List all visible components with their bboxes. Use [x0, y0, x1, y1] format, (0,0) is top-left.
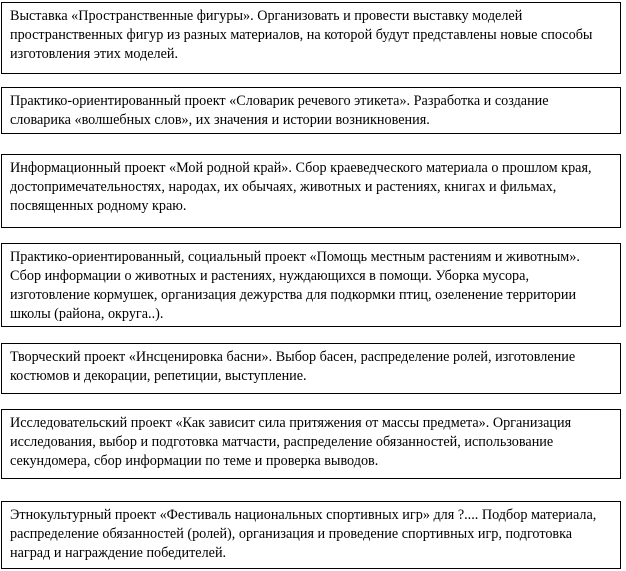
project-box-etiquette-dictionary — [1, 87, 621, 134]
project-box-exhibition — [1, 2, 621, 74]
project-text: Исследовательский проект «Как зависит сила притяжения от массы предмета». Организация исследования, выбор и подготовка матчасти, распределение обязанностей, использование секундомера, сбор информации по теме и проверка выводов. — [10, 415, 572, 469]
project-text: Выставка «Пространственные фигуры». Организовать и провести выставку моделей пространственных фигур из разных материалов, на которой будут представлены новые способы изготовления этих моделей. — [10, 8, 593, 62]
project-text: Практико-ориентированный проект «Словарик речевого этикета». Разработка и создание словарика «волшебных слов», их значения и истории возникновения. — [10, 93, 549, 128]
project-box-gravity-research — [1, 409, 621, 479]
project-box-fable-staging — [1, 343, 621, 394]
project-text: Творческий проект «Инсценировка басни». Выбор басен, распределение ролей, изготовление костюмов и декорации, репетиции, выступление. — [10, 349, 576, 384]
project-box-sports-festival — [1, 501, 621, 569]
project-box-help-plants-animals — [1, 243, 621, 327]
project-text: Этнокультурный проект «Фестиваль национальных спортивных игр» для ?.... Подбор материала, распределение обязанностей (ролей), организация и проведение спортивных игр, подготовка наград и награждение победителей. — [10, 507, 597, 561]
project-text: Информационный проект «Мой родной край». Сбор краеведческого материала о прошлом края, достопримечательностях, народах, их обычаях, животных и растениях, книгах и фильмах, посвященных родному краю. — [10, 160, 592, 214]
project-text: Практико-ориентированный, социальный проект «Помощь местным растениям и животным». Сбор информации о животных и растениях, нуждающихся в помощи. Уборка мусора, изготовление кормушек, организация дежурства для подкормки птиц, озеленение территории школы (района, округа..). — [10, 249, 580, 322]
project-box-native-land — [1, 154, 621, 228]
